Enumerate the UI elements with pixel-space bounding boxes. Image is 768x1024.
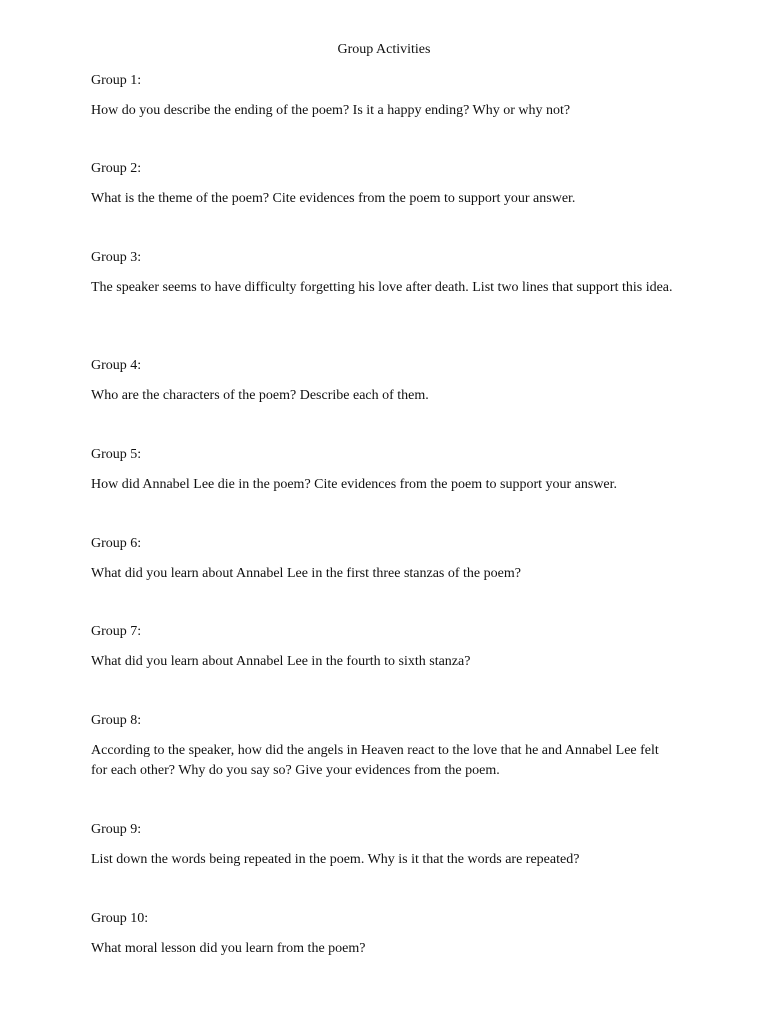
group-10-label: Group 10: — [91, 911, 149, 926]
group-2-label: Group 2: — [91, 161, 142, 176]
group-7-label: Group 7: — [91, 624, 142, 639]
group-8-section — [91, 712, 676, 781]
group-1-section — [91, 72, 676, 121]
group-1-question: How do you describe the ending of the poem? Is it a happy ending? Why or why not? — [91, 103, 571, 118]
group-5-question: How did Annabel Lee die in the poem? Cite evidences from the poem to support your answer. — [91, 477, 618, 492]
group-7-section — [91, 623, 676, 672]
group-9-question: List down the words being repeated in the poem. Why is it that the words are repeated? — [91, 852, 580, 867]
group-10-section — [91, 910, 676, 959]
group-5-label: Group 5: — [91, 447, 142, 462]
group-4-question: Who are the characters of the poem? Describe each of them. — [91, 388, 429, 403]
group-3-section — [91, 249, 676, 298]
group-6-question: What did you learn about Annabel Lee in the first three stanzas of the poem? — [91, 566, 521, 581]
group-8-label: Group 8: — [91, 713, 142, 728]
group-4-label: Group 4: — [91, 358, 142, 373]
group-4-section — [91, 357, 676, 406]
group-8-question: According to the speaker, how did the angels in Heaven react to the love that he and Annabel Lee felt for each other? Why do you say so? Give your evidences from the poem. — [91, 743, 659, 778]
group-6-label: Group 6: — [91, 536, 142, 551]
group-10-question: What moral lesson did you learn from the poem? — [91, 941, 366, 956]
group-2-section — [91, 160, 676, 209]
group-3-label: Group 3: — [91, 250, 142, 265]
group-3-question: The speaker seems to have difficulty forgetting his love after death. List two lines that support this idea. — [91, 280, 673, 295]
group-1-label: Group 1: — [91, 73, 142, 88]
group-2-question: What is the theme of the poem? Cite evidences from the poem to support your answer. — [91, 191, 576, 206]
page-title: Group Activities — [337, 42, 431, 57]
group-7-question: What did you learn about Annabel Lee in the fourth to sixth stanza? — [91, 654, 471, 669]
group-6-section — [91, 535, 676, 584]
group-9-section — [91, 821, 676, 870]
group-9-label: Group 9: — [91, 822, 142, 837]
group-5-section — [91, 446, 676, 495]
